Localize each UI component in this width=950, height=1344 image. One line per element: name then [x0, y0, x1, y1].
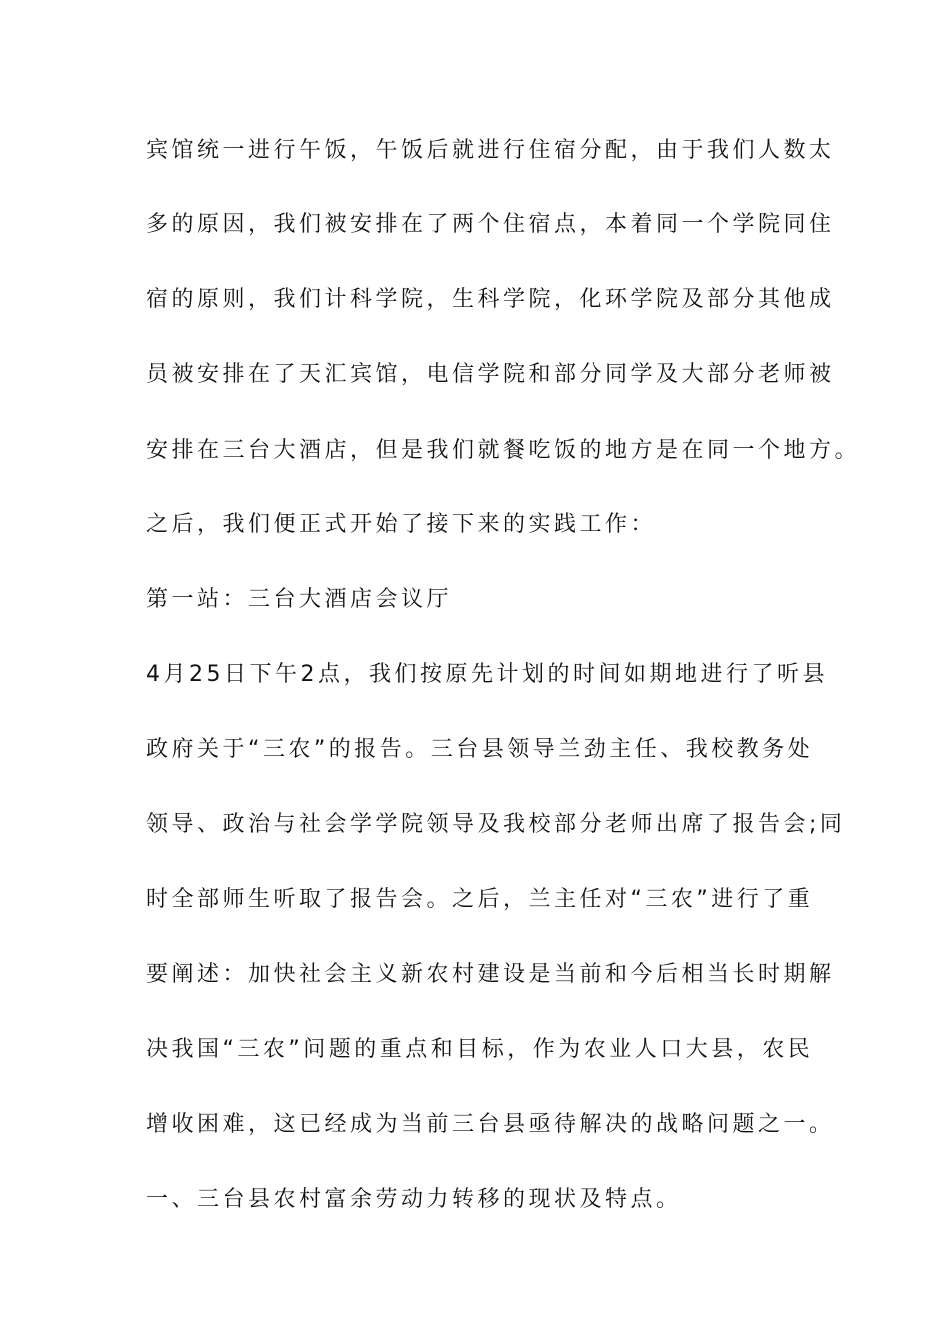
text-line: 政府关于“三农”的报告。三台县领导兰劲主任、我校教务处	[146, 737, 814, 762]
text-line: 员被安排在了天汇宾馆，电信学院和部分同学及大部分老师被	[146, 362, 835, 387]
section-heading: 一、三台县农村富余劳动力转移的现状及特点。	[146, 1187, 682, 1212]
text-line: 要阐述：加快社会主义新农村建设是当前和今后相当长时期解	[146, 962, 835, 987]
text-line: 之后，我们便正式开始了接下来的实践工作：	[146, 512, 657, 537]
text-line: 增收困难，这已经成为当前三台县亟待解决的战略问题之一。	[146, 1112, 835, 1137]
text-line: 安排在三台大酒店，但是我们就餐吃饭的地方是在同一个地方。	[146, 438, 861, 463]
text-line: 宾馆统一进行午饭，午饭后就进行住宿分配，由于我们人数太	[146, 138, 835, 163]
text-line: 领导、政治与社会学学院领导及我校部分老师出席了报告会;同	[146, 812, 846, 837]
text-line: 时全部师生听取了报告会。之后，兰主任对“三农”进行了重	[146, 887, 814, 912]
text-line: 决我国“三农”问题的重点和目标，作为农业人口大县，农民	[146, 1037, 814, 1062]
text-line: 宿的原则，我们计科学院，生科学院，化环学院及部分其他成	[146, 287, 835, 312]
section-heading: 第一站：三台大酒店会议厅	[146, 587, 453, 612]
text-line: 4月25日下午2点，我们按原先计划的时间如期地进行了听县	[146, 662, 828, 687]
text-line: 多的原因，我们被安排在了两个住宿点，本着同一个学院同住	[146, 212, 835, 237]
